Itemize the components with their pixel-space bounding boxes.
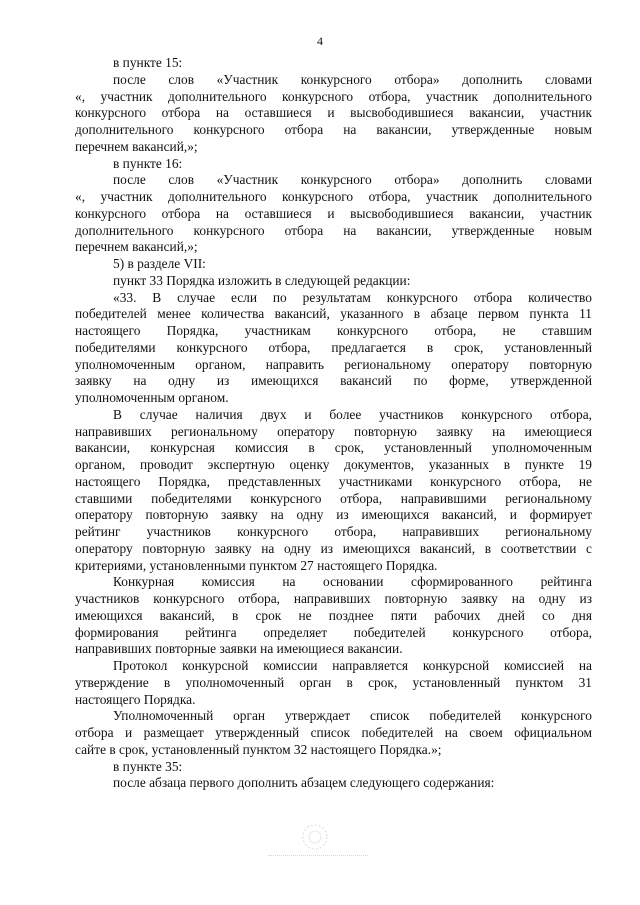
text-line: участников конкурсного отбора, направивших повторную заявку на одну из xyxy=(75,591,592,606)
text-line: победителей менее количества вакансий, указанного в абзаце первом пункта 11 xyxy=(75,306,592,322)
text-line: утверждение в уполномоченный орган в срок, установленный пунктом 31 xyxy=(75,674,592,690)
text-line: уполномоченным органом. xyxy=(75,390,229,405)
text-line: победителями конкурсного отбора, предлагается в срок, установленный xyxy=(75,339,592,355)
text-line: дополнительного конкурсного отбора на вакансии, утвержденные новым xyxy=(75,222,592,238)
text-line: направивших региональному оператору повторную заявку на имеющиеся xyxy=(75,423,592,439)
text-line: 5) в разделе VII: xyxy=(113,256,206,271)
text-line: в пункте 16: xyxy=(113,155,183,171)
text-line: в пункте 35: xyxy=(113,758,183,774)
page-number: 4 xyxy=(317,34,323,48)
text-line: рейтинг участников конкурсного отбора, направивших региональному xyxy=(75,524,592,539)
text-line: уполномоченным органом, направить региональному оператору повторную xyxy=(75,356,592,372)
text-line: органом, проводит экспертную оценку документов, указанных в пункте 19 xyxy=(75,457,592,472)
text-line: настоящего Порядка, участникам конкурсного отбора, не ставшим xyxy=(75,323,592,338)
text-line: дополнительного конкурсного отбора на вакансии, утвержденные новым xyxy=(75,122,592,137)
text-line: Уполномоченный орган утверждает список победителей конкурсного xyxy=(113,708,592,724)
document-body xyxy=(75,55,592,792)
text-line: формирования рейтинга определяет победителей конкурсного отбора, xyxy=(75,624,592,640)
text-line: конкурсного отбора на оставшиеся и высвободившиеся вакансии, участник xyxy=(75,205,592,221)
text-line: оператору повторную заявку на одну из имеющихся вакансий, в соответствии с xyxy=(75,540,592,556)
text-line: после слов «Участник конкурсного отбора» дополнить словами xyxy=(113,172,592,188)
text-line: после абзаца первого дополнить абзацем следующего содержания: xyxy=(113,775,495,791)
text-line: ставшими победителями конкурсного отбора, направившими региональному xyxy=(75,490,592,506)
stamp-mark-icon xyxy=(300,822,330,852)
text-line: настоящего Порядка. xyxy=(75,691,196,707)
text-line: пункт 33 Порядка изложить в следующей редакции: xyxy=(113,272,411,288)
text-line: Протокол конкурсной комиссии направляется конкурсной комиссией на xyxy=(113,658,592,673)
text-line: В случае наличия двух и более участников конкурсного отбора, xyxy=(113,406,592,422)
text-line: вакансии, конкурсная комиссия в срок, установленный уполномоченным xyxy=(75,440,592,456)
text-line: конкурсного отбора на оставшиеся и высвободившиеся вакансии, участник xyxy=(75,105,592,121)
text-line: «33. В случае если по результатам конкурсного отбора количество xyxy=(113,289,592,305)
text-line: перечнем вакансий,»; xyxy=(75,239,198,255)
text-line: «, участник дополнительного конкурсного отбора, участник дополнительного xyxy=(75,189,592,204)
text-line: направивших повторные заявки на имеющиеся вакансии. xyxy=(75,641,403,657)
text-line: настоящего Порядка, представленных участниками конкурсного отбора, не xyxy=(75,473,592,489)
text-line: оператору повторную заявку на одну из имеющихся вакансий, и формирует xyxy=(75,507,592,523)
text-line: имеющихся вакансий, в срок не позднее пяти рабочих дней со дня xyxy=(75,607,592,623)
text-line: отбора и размещает утвержденный список победителей на своем официальном xyxy=(75,725,592,740)
text-line: Конкурная комиссия на основании сформированного рейтинга xyxy=(113,574,592,590)
faint-stamp-line xyxy=(268,855,368,864)
text-line: в пункте 15: xyxy=(113,55,183,70)
text-line: заявку на одну из имеющихся вакансий по форме, утвержденной xyxy=(75,373,592,389)
text-line: критериями, установленными пунктом 27 настоящего Порядка. xyxy=(75,557,438,573)
text-line: «, участник дополнительного конкурсного отбора, участник дополнительного xyxy=(75,88,592,104)
text-line: перечнем вакансий,»; xyxy=(75,138,198,154)
text-line: сайте в срок, установленный пунктом 32 настоящего Порядка.»; xyxy=(75,741,442,757)
text-line: после слов «Участник конкурсного отбора» дополнить словами xyxy=(113,71,592,87)
